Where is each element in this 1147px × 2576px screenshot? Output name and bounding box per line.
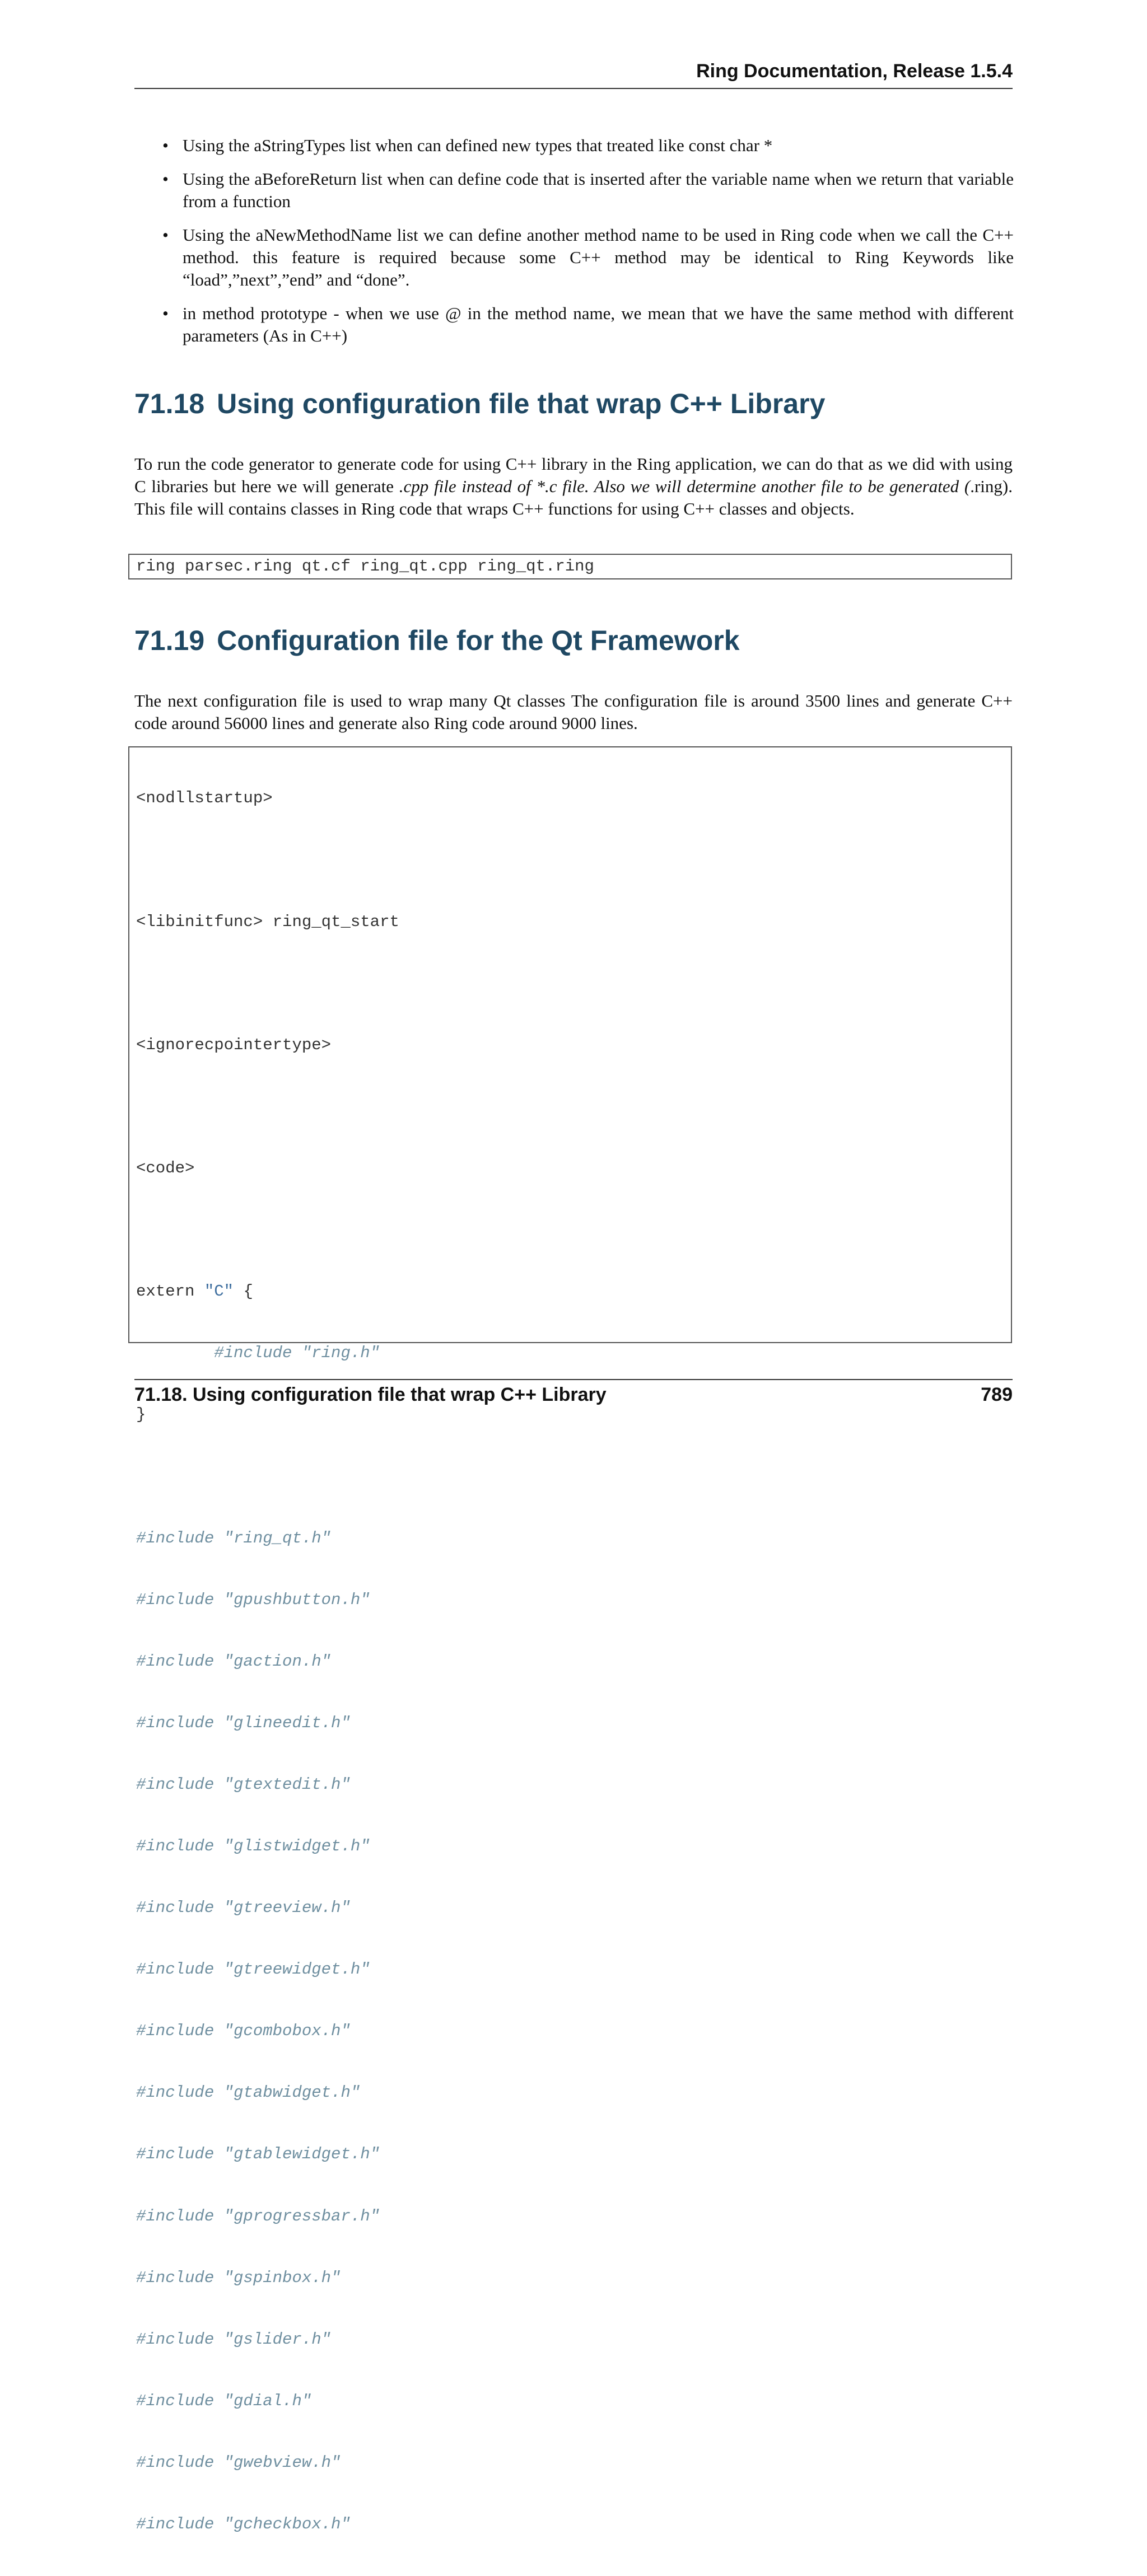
code-include: #include "gspinbox.h": [136, 2268, 341, 2287]
list-item-text: Using the aBeforeReturn list when can define code that is inserted after the variable name when we return that variable from a function: [183, 169, 1014, 211]
page-number: 789: [981, 1384, 1013, 1405]
list-item-text: Using the aNewMethodName list we can define another method name to be used in Ring code when we call the C++ method. this feature is required because some C++ method may be identical to Ring Keywords like “load”,”next”,”end” and “done”.: [183, 225, 1014, 289]
bullet-list: [162, 134, 1014, 358]
code-include: #include "gaction.h": [136, 1652, 332, 1671]
code-include: #include "ring_qt.h": [136, 1528, 332, 1548]
code-line: [136, 1405, 1004, 1425]
code-line: [136, 1343, 1004, 1364]
code-line: [136, 1282, 1004, 1302]
section-title: Using configuration file that wrap C++ Library: [217, 388, 826, 419]
code-include: #include "gslider.h": [136, 2330, 332, 2349]
code-include: #include "glineedit.h": [136, 1713, 351, 1732]
code-line-blank: [136, 850, 1004, 871]
section-heading-71-18: [134, 387, 1013, 420]
paragraph-text: To run the code generator to generate code for using C++ library in the Ring application, we can do that as we did with using C libraries but here we will generate: [134, 454, 1013, 496]
header-divider: [134, 88, 1013, 89]
code-include: #include "glistwidget.h": [136, 1837, 370, 1855]
code-line-blank: [136, 1466, 1004, 1487]
list-item: [162, 168, 1014, 213]
command-line: ring parsec.ring qt.cf ring_qt.cpp ring_qt.ring: [136, 557, 594, 576]
code-text: {: [234, 1282, 253, 1301]
code-line: [136, 788, 1004, 809]
section-number: 71.19: [134, 625, 205, 656]
code-tag: <libinitfunc>: [136, 912, 263, 931]
code-include: #include "gtabwidget.h": [136, 2083, 361, 2102]
section-paragraph: The next configuration file is used to wrap many Qt classes The configuration file is around 3500 lines and generate C++ code around 56000 lines and generate also Ring code around 9000 lines.: [134, 691, 1013, 733]
list-item-text: in method prototype - when we use @ in the method name, we mean that we have the same method with different parameters (As in C++): [183, 303, 1014, 345]
section-paragraph: [134, 453, 1013, 520]
bullet-icon: •: [162, 135, 169, 155]
bullet-icon: •: [162, 303, 169, 323]
code-line-blank: [136, 1097, 1004, 1118]
code-include: #include "gtreewidget.h": [136, 1960, 370, 1979]
code-include: #include "gcombobox.h": [136, 2022, 351, 2041]
code-line: [136, 1158, 1004, 1179]
section-number: 71.18: [134, 388, 205, 419]
code-keyword: extern: [136, 1282, 204, 1301]
code-include: #include "gtablewidget.h": [136, 2145, 380, 2164]
list-item-text: Using the aStringTypes list when can defined new types that treated like const char *: [183, 135, 773, 155]
list-item: [162, 224, 1014, 291]
code-include: #include "gwebview.h": [136, 2453, 341, 2472]
code-tag: <nodllstartup>: [136, 789, 273, 808]
code-line-blank: [136, 1220, 1004, 1241]
running-header: Ring Documentation, Release 1.5.4: [696, 60, 1013, 82]
code-include: #include "gtreeview.h": [136, 1899, 351, 1918]
code-include: #include "gcheckbox.h": [136, 2515, 351, 2534]
code-include: #include "ring.h": [136, 1344, 380, 1363]
code-tag: <code>: [136, 1158, 195, 1177]
paragraph-text: .ring). This file will contains classes in Ring code that wraps C++ functions for using C++ classes and objects.: [134, 476, 1013, 518]
list-item: [162, 302, 1014, 347]
section-title: Configuration file for the Qt Framework: [217, 625, 740, 656]
footer-section-ref: 71.18. Using configuration file that wrap C++ Library: [134, 1384, 607, 1405]
bullet-icon: •: [162, 225, 169, 245]
paragraph-italic-text: .cpp file instead of *.c file. Also we will determine another file to be generated (: [399, 476, 971, 496]
command-code-block: [128, 554, 1012, 579]
list-item: [162, 134, 1014, 157]
code-tag: <ignorecpointertype>: [136, 1035, 332, 1054]
code-text: }: [136, 1405, 146, 1424]
code-include: #include "gtextedit.h": [136, 1775, 351, 1794]
bullet-icon: •: [162, 169, 169, 189]
code-include: #include "gdial.h": [136, 2391, 312, 2410]
code-string: "C": [204, 1282, 234, 1301]
section-heading-71-19: [134, 624, 1013, 657]
footer-divider: [134, 1379, 1013, 1380]
code-line-blank: [136, 974, 1004, 994]
code-line: [136, 912, 1004, 933]
code-line: [136, 1035, 1004, 1056]
code-text: ring_qt_start: [263, 912, 399, 931]
code-include: #include "gpushbutton.h": [136, 1590, 370, 1609]
code-include: #include "gprogressbar.h": [136, 2206, 380, 2226]
